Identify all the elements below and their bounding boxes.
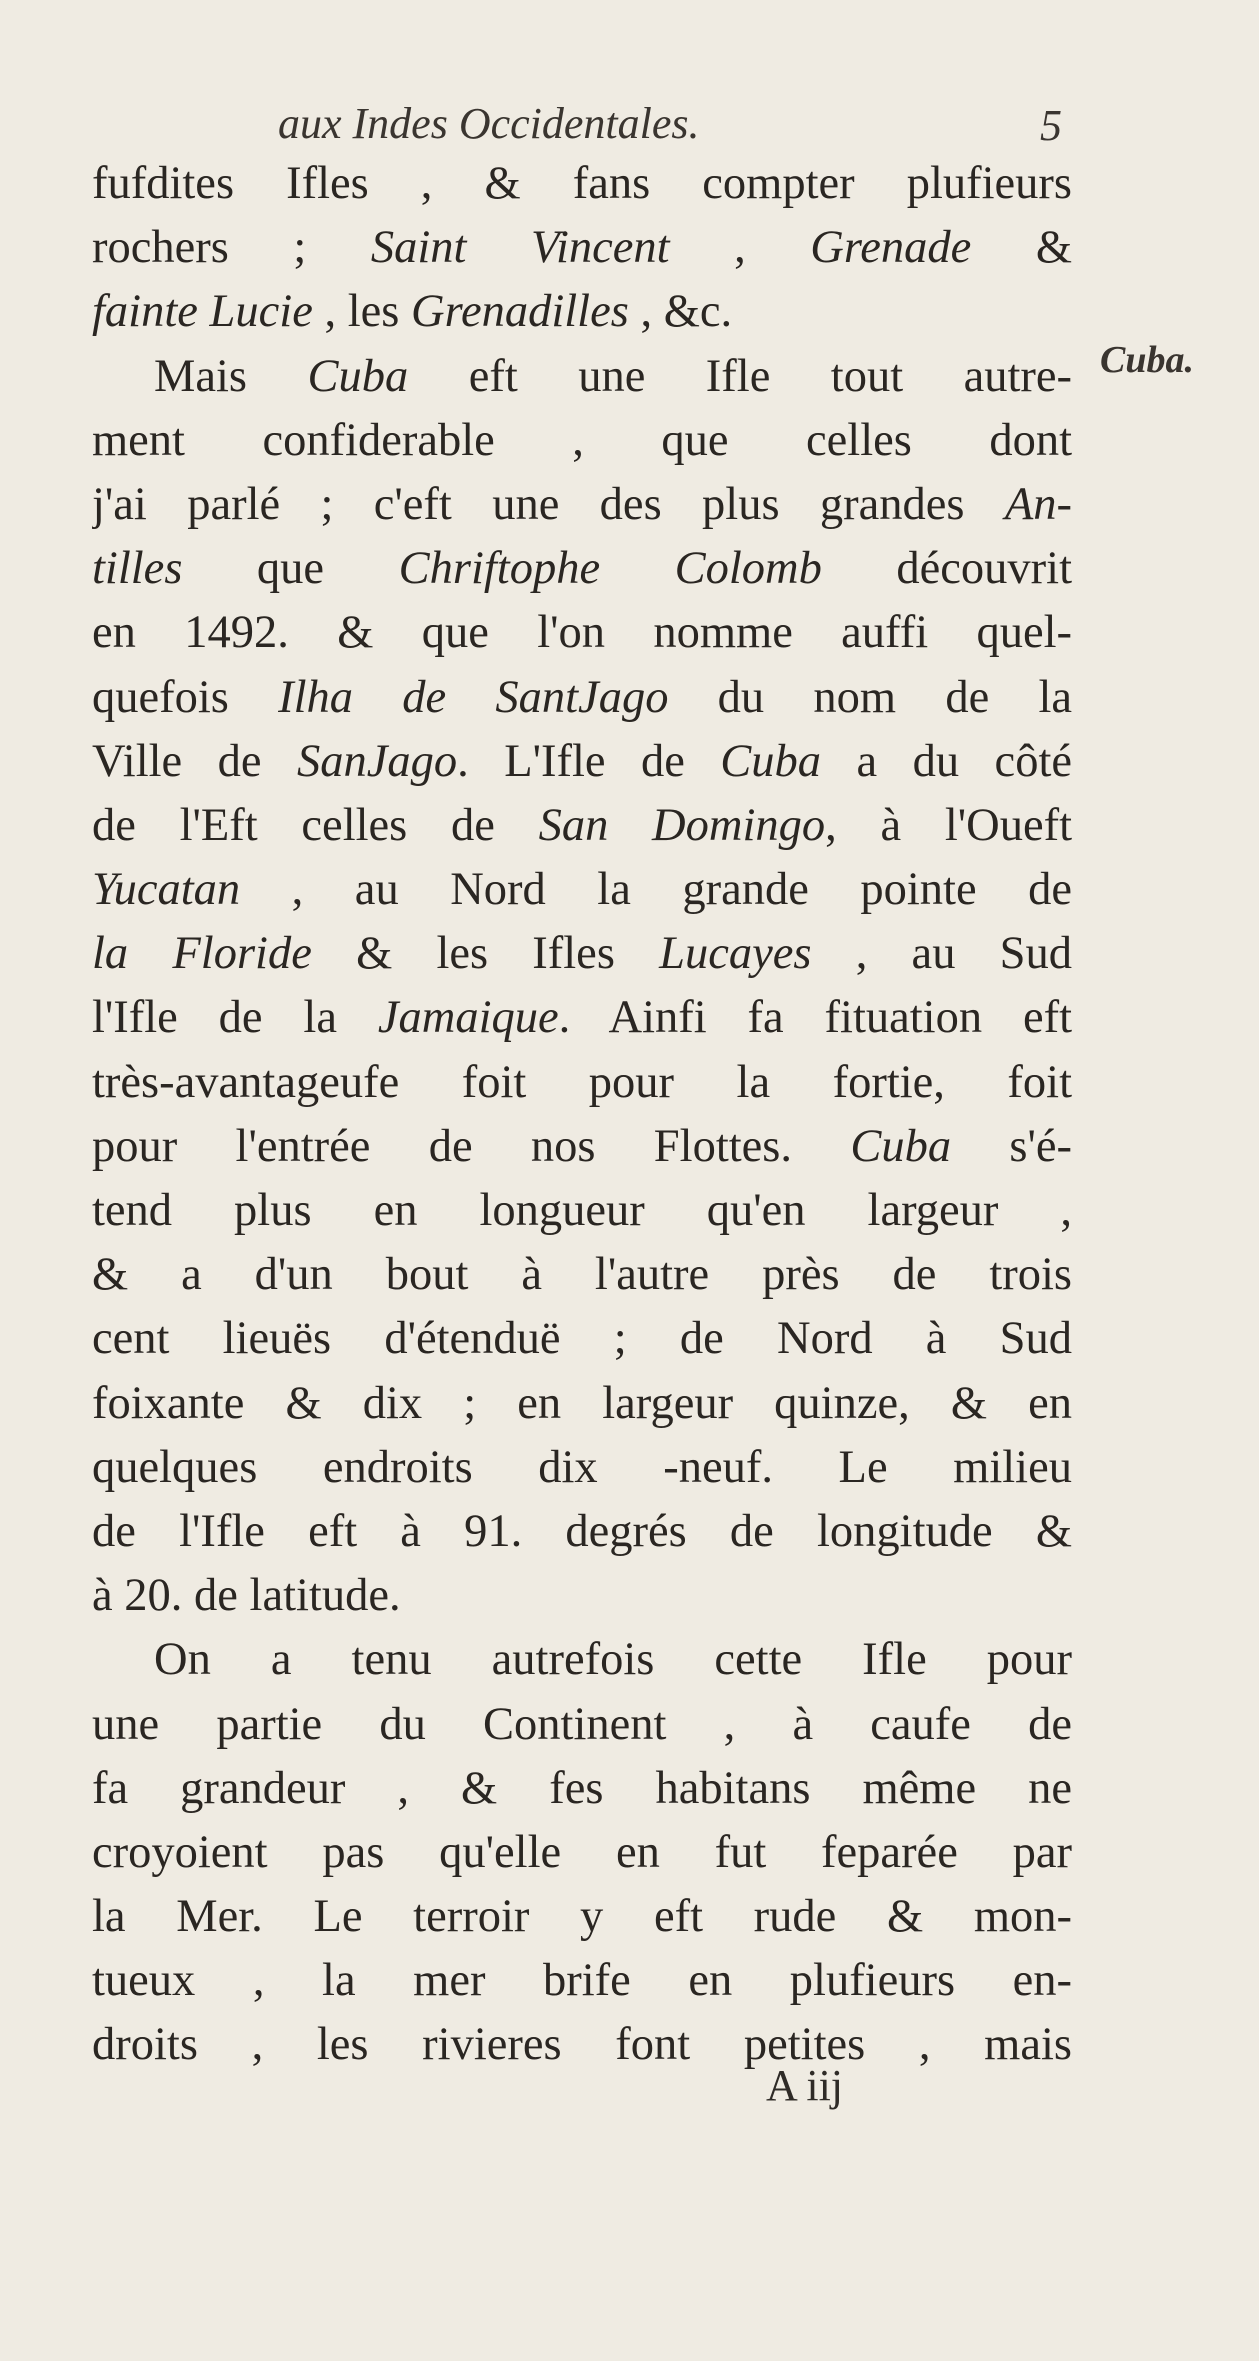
text-line: de l'Eft celles de San Domingo, à l'Oueft [92, 799, 1072, 851]
signature-mark: A iij [766, 2061, 844, 2110]
text-line: j'ai parlé ; c'eft une des plus grandes An- [92, 478, 1072, 530]
text-line: l'Ifle de la Jamaique. Ainfi fa fituation eft [92, 992, 1072, 1044]
page-header [0, 98, 1259, 158]
text-line: une partie du Continent , à caufe de [92, 1698, 1072, 1750]
text-line: fufdites Ifles , & fans compter plufieurs [92, 158, 1072, 209]
text-line: en 1492. & que l'on nomme auffi quel- [92, 607, 1072, 659]
text-line: la Mer. Le terroir y eft rude & mon- [92, 1891, 1072, 1943]
text-line: de l'Ifle eft à 91. degrés de longitude & [92, 1505, 1072, 1557]
page-number: 5 [1040, 101, 1062, 150]
text-line: tend plus en longueur qu'en largeur , [92, 1185, 1072, 1236]
margin-note: Cuba. [1100, 339, 1194, 381]
text-line: croyoient pas qu'elle en fut feparée par [92, 1826, 1072, 1878]
text-line: quefois Ilha de SantJago du nom de la [92, 671, 1072, 723]
text-line: foixante & dix ; en largeur quinze, & en [92, 1377, 1072, 1429]
text-line: quelques endroits dix -neuf. Le milieu [92, 1441, 1072, 1493]
text-line: pour l'entrée de nos Flottes. Cuba s'é- [92, 1120, 1072, 1172]
body-text [92, 152, 1072, 2078]
text-line: très-avantageufe foit pour la fortie, foit [92, 1056, 1072, 1108]
text-line: Ville de SanJago. L'Ifle de Cuba a du côté [92, 735, 1072, 787]
text-line: cent lieuës d'étenduë ; de Nord à Sud [92, 1313, 1072, 1365]
text-line: fainte Lucie , les Grenadilles , &c. [92, 286, 733, 338]
text-line: Yucatan , au Nord la grande pointe de [92, 864, 1072, 916]
text-line: droits , les rivieres font petites , mais [92, 2019, 1072, 2071]
running-head: aux Indes Occidentales. [278, 99, 700, 148]
text-line: & a d'un bout à l'autre près de trois [92, 1249, 1072, 1301]
text-line: tueux , la mer brife en plufieurs en- [92, 1955, 1072, 2007]
text-line: tilles que Chriftophe Colomb découvrit [92, 543, 1072, 595]
text-line: ment confiderable , que celles dont [92, 414, 1072, 466]
text-line: à 20. de latitude. [92, 1570, 401, 1622]
text-line: On a tenu autrefois cette Ifle pour [154, 1634, 1072, 1686]
text-line: rochers ; Saint Vincent , Grenade & [92, 222, 1072, 274]
text-line: fa grandeur , & fes habitans même ne [92, 1762, 1072, 1814]
text-line: Mais Cuba eft une Ifle tout autre- [154, 350, 1072, 402]
text-line: la Floride & les Ifles Lucayes , au Sud [92, 928, 1072, 980]
